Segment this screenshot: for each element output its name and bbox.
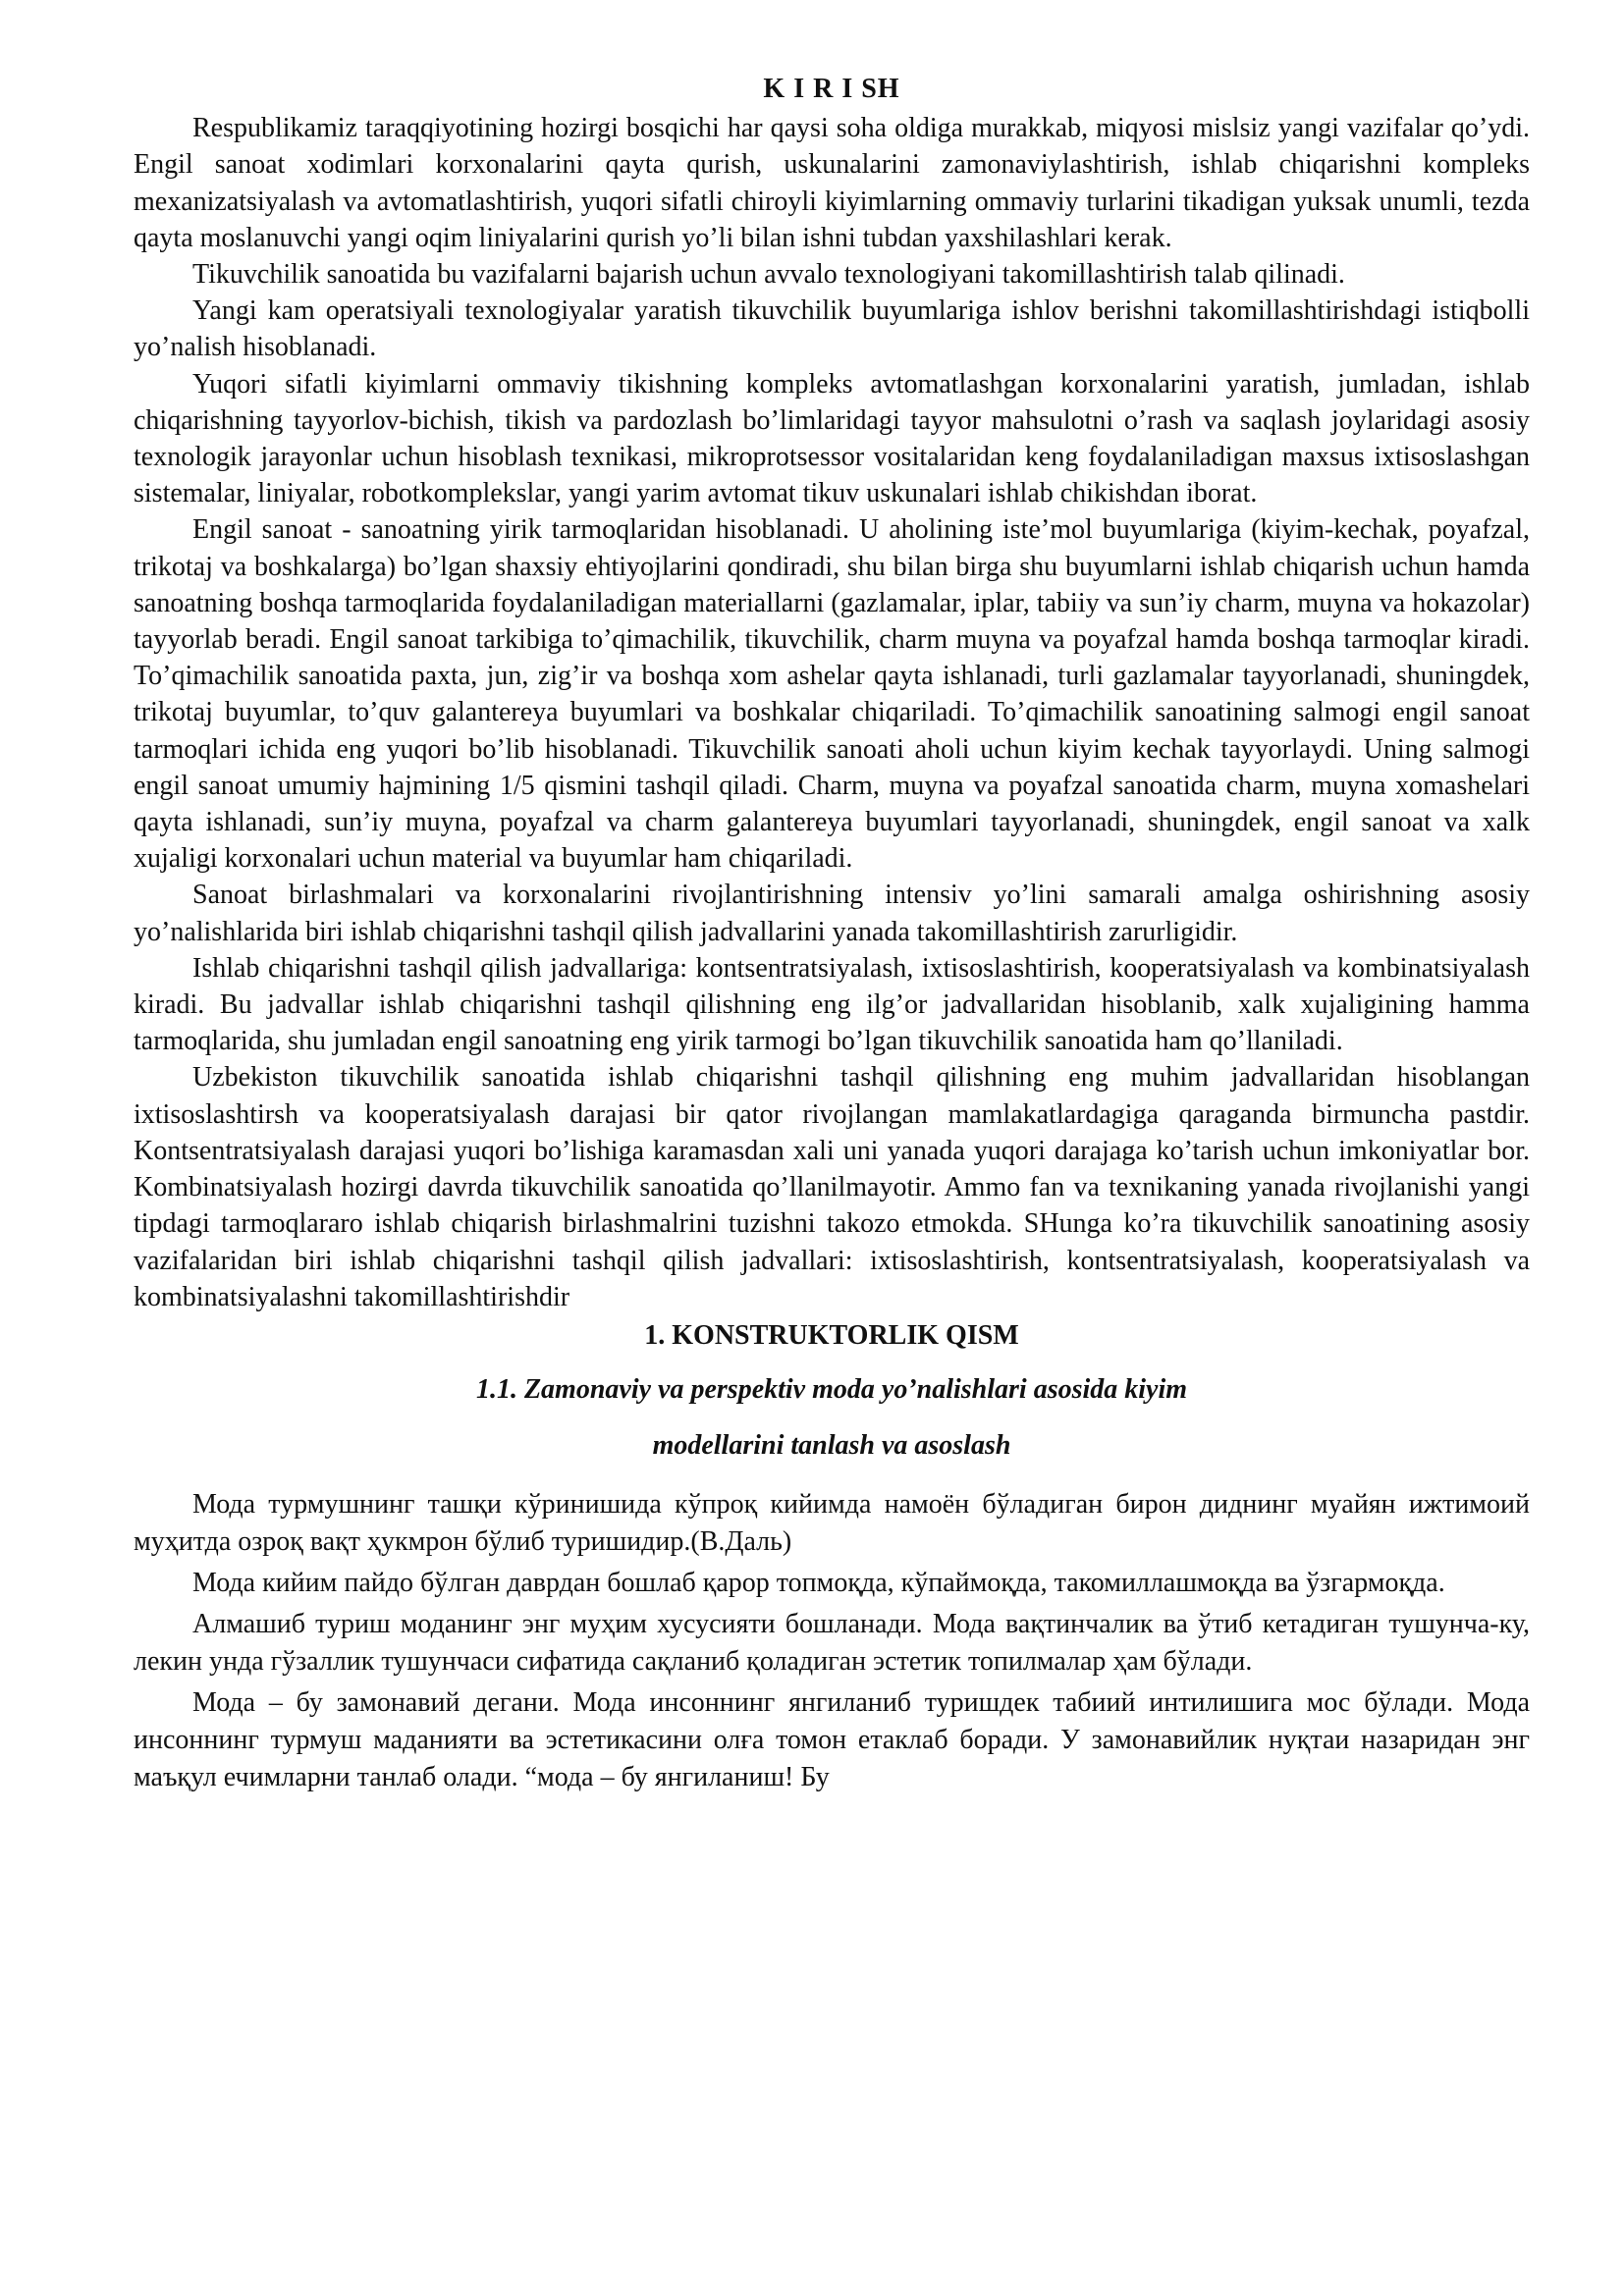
subsection-title-line-1: 1.1. Zamonaviy va perspektiv moda yo’nalishlari asosida kiyim [475, 1374, 1188, 1406]
paragraph: Мода турмушнинг ташқи кўринишида кўпроқ кийимда намоён бўладиган бирон диднинг муайян ижтимоий муҳитда озроқ вақт ҳукмрон бўлиб туришидир.(В.Даль) [134, 1488, 1530, 1557]
paragraph: Алмашиб туриш моданинг энг муҳим хусусияти бошланади. Мода вақтинчалик ва ўтиб кетадиган тушунча-ку, лекин унда гўзаллик тушунчаси сифатида сақланиб қоладиган эстетик топилмалар ҳам бўлади. [134, 1608, 1530, 1677]
paragraph: Yuqori sifatli kiyimlarni ommaviy tikishning kompleks avtomatlashgan korxonalarini yaratish, jumladan, ishlab chiqarishning tayyorlov-bichish, tikish va pardozlash bo’limlaridagi tayyor mahsulotni o’rash va saqlash joylaridagi asosiy texnologik jarayonlar uchun hisoblash texnikasi, mikroprotsessor vositalaridan keng foydalaniladigan maxsus ixtisoslashgan sistemalar, liniyalar, robotkomplekslar, yangi yarim avtomat tikuv uskunalari ishlab chikishdan iborat. [134, 368, 1530, 509]
paragraph: Engil sanoat - sanoatning yirik tarmoqlaridan hisoblanadi. U aholining iste’mol buyumlariga (kiyim-kechak, poyafzal, trikotaj va boshkalarga) bo’lgan shaxsiy ehtiyojlarini qondiradi, shu bilan birga shu buyumlarni ishlab chiqarish uchun hamda sanoatning boshqa tarmoqlarida foydalaniladigan materiallarni (gazlamalar, iplar, tabiiy va sun’iy charm, muyna va hokazolar) tayyorlab beradi. Engil sanoat tarkibiga to’qimachilik, tikuvchilik, charm muyna va poyafzal hamda boshqa tarmoqlar kiradi. To’qimachilik sanoatida paxta, jun, zig’ir va boshqa xom ashelar qayta ishlanadi, turli gazlamalar tayyorlanadi, shuningdek, trikotaj buyumlar, to’quv galantereya buyumlari va boshkalar chiqariladi. To’qimachilik sanoatining salmogi engil sanoat tarmoqlari ichida eng yuqori bo’lib hisoblanadi. Tikuvchilik sanoati aholi uchun kiyim kechak tayyorlaydi. Uning salmogi engil sanoat umumiy hajmining 1/5 qismini tashqil qiladi. Charm, muyna va poyafzal sanoatida charm, muyna xomashelari qayta ishlanadi, sun’iy muyna, poyafzal va charm galantereya buyumlari tayyorlanadi, shuningdek, engil sanoat va xalk xujaligi korxonalari uchun material va buyumlar ham chiqariladi. [134, 514, 1530, 875]
intro-section [134, 110, 1530, 1315]
paragraph: Yangi kam operatsiyali texnologiyalar yaratish tikuvchilik buyumlariga ishlov berishni takomillashtirishdagi istiqbolli yo’nalish hisoblanadi. [134, 295, 1530, 363]
document-page [134, 71, 1530, 1800]
subsection-title-line-2: modellarini tanlash va asoslash [652, 1430, 1011, 1462]
paragraph: Uzbekiston tikuvchilik sanoatida ishlab chiqarishni tashqil qilishning eng muhim jadvallaridan hisoblangan ixtisoslashtirsh va kooperatsiyalash darajasi bir qator rivojlangan mamlakatlardagiga qaraganda birmuncha pastdir. Kontsentratsiyalash darajasi yuqori bo’lishiga karamasdan xali uni yanada yuqori darajaga ko’tarish uchun imkoniyatlar bor. Kombinatsiyalash hozirgi davrda tikuvchilik sanoatida qo’llanilmayotir. Ammo fan va texnikaning yanada rivojlanishi yangi tipdagi tarmoqlararo ishlab chiqarish birlashmalrini tuzishni takozo etmokda. SHunga ko’ra tikuvchilik sanoatining asosiy vazifalaridan biri ishlab chiqarishni tashqil qilish jadvallari: ixtisoslashtirish, kontsentratsiyalash, kooperatsiyalash va kombinatsiyalashni takomillashtirishdir [134, 1062, 1530, 1312]
paragraph: Sanoat birlashmalari va korxonalarini rivojlantirishning intensiv yo’lini samarali amalga oshirishning asosiy yo’nalishlarida biri ishlab chiqarishni tashqil qilish jadvallarini yanada takomillashtirish zarurligidir. [134, 880, 1530, 947]
paragraph: Respublikamiz taraqqiyotining hozirgi bosqichi har qaysi soha oldiga murakkab, miqyosi mislsiz yangi vazifalar qo’ydi. Engil sanoat xodimlari korxonalarini qayta qurish, uskunalarini zamonaviylashtirish, ishlab chiqarishni kompleks mexanizatsiyalash va avtomatlashtirish, yuqori sifatli chiroyli kiyimlarning ommaviy turlarini tikadigan yuksak unumli, tezda qayta moslanuvchi yangi oqim liniyalarini qurish yo’li bilan ishni tubdan yaxshilashlari kerak. [134, 113, 1530, 253]
page-heading: K I R I SH [763, 74, 900, 104]
paragraph: Tikuvchilik sanoatida bu vazifalarni bajarish uchun avvalo texnologiyani takomillashtirish talab qilinadi. [192, 259, 1345, 291]
section-title: 1. KONSTRUKTORLIK QISM [644, 1319, 1019, 1351]
paragraph: Мода кийим пайдо бўлган даврдан бошлаб қарор топмоқда, кўпаймоқда, такомиллашмоқда ва ўзгармоқда. [192, 1567, 1445, 1598]
paragraph: Ishlab chiqarishni tashqil qilish jadvallariga: kontsentratsiyalash, ixtisoslashtirish, kooperatsiyalash va kombinatsiyalash kiradi. Bu jadvallar ishlab chiqarishni tashqil qilishning eng ilg’or jadvallaridan hisoblanib, xalk xujaligining hamma tarmoqlarida, shu jumladan engil sanoatning eng yirik tarmogi bo’lgan tikuvchilik sanoatida ham qo’llaniladi. [134, 952, 1530, 1057]
paragraph: Мода – бу замонавий дегани. Мода инсоннинг янгиланиб туришдек табиий интилишига мос бўлади. Мода инсоннинг турмуш маданияти ва эстетикасини олға томон етаклаб боради. У замонавийлик нуқтаи назаридан энг маъқул ечимларни танлаб олади. “мода – бу янгиланиш! Бу [134, 1686, 1530, 1792]
cyrillic-section [134, 1486, 1530, 1796]
